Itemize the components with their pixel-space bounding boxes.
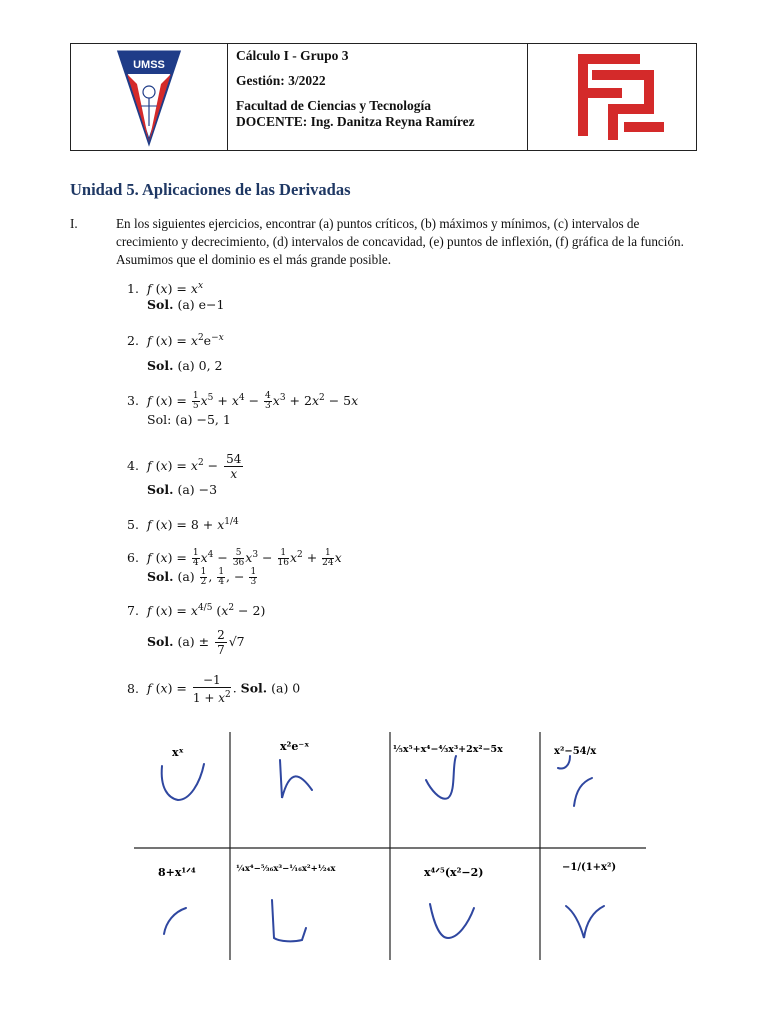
exercise-8: 8. f (x) = $\frac{-1}{1 + x^2}$ . Sol. (a) 0 — [127, 673, 301, 705]
sketch-curve-6 — [272, 900, 306, 941]
exercise-number: 8. — [127, 680, 139, 696]
exercise-3: 3. f (x) = $\frac{1}{5}$ $x^5 + x^4$ − $\frac{4}{3}$ $x^3 + 2x^2 - 5x$ — [127, 391, 359, 412]
solution-7: Sol. (a) ± $\frac{2}{7}$ √7 — [147, 628, 245, 657]
exercise-number: 1. — [127, 281, 139, 297]
exercise-4: 4. f $(x) = x^2$ − $\frac{54}{x}$ — [127, 452, 242, 481]
sketch-curve-1 — [162, 764, 204, 800]
exercise-number: 2. — [127, 333, 139, 349]
sketch-curve-7 — [430, 904, 474, 938]
sol-value: (a) −5, 1 — [175, 412, 231, 427]
sketch-label-4: x²−54/x — [554, 746, 597, 757]
umss-logo-cell — [71, 44, 228, 150]
instructions-text: En los siguientes ejercicios, encontrar (a) puntos críticos, (b) máximos y mínimos, (c) intervalos de crecimiento y decrecimiento, (d) intervalos de concavidad, (e) puntos de inflexión, (f) gráfica de la función. Asumimos que el dominio es el más grande posible. — [116, 216, 684, 267]
sol-label: Sol. — [147, 297, 174, 312]
section-number: I. — [70, 216, 78, 231]
sketch-grid — [130, 728, 650, 964]
sol-label: Sol. — [147, 358, 174, 373]
fcyt-logo-cell — [528, 44, 696, 150]
sketch-label-8: −1/(1+x²) — [562, 862, 617, 873]
exercise-2: 2. f $(x) = x^2e^{-x}$ — [127, 333, 224, 349]
sketch-curve-5 — [164, 908, 186, 934]
sketch-label-5: 8+x¹ᐟ⁴ — [158, 866, 196, 879]
sketch-label-2: x²e⁻ˣ — [280, 740, 310, 753]
docente: DOCENTE: Ing. Danitza Reyna Ramírez — [236, 114, 475, 129]
sketch-curve-2 — [280, 760, 312, 798]
sol-label: Sol: — [147, 412, 172, 427]
exercise-number: 3. — [127, 393, 139, 409]
sol-value: (a) e−1 — [177, 297, 225, 312]
solution-2 — [147, 358, 223, 373]
logo-text: UMSS — [133, 59, 165, 71]
sol-label: Sol. — [147, 634, 174, 649]
solution-1 — [147, 297, 224, 312]
exercise-7: 7. f $(x) = x^{4/5}$ $(x^2 - 2)$ — [127, 603, 266, 619]
exercise-number: 7. — [127, 603, 139, 619]
exercise-number: 4. — [127, 458, 139, 473]
sketch-curve-3 — [426, 756, 456, 799]
sol-label: Sol. — [240, 680, 268, 696]
sketch-curve-4a — [558, 756, 570, 769]
header-table — [70, 43, 697, 151]
course-name: Cálculo I - Grupo 3 — [236, 48, 349, 63]
sol-label: Sol. — [147, 482, 174, 497]
faculty: Facultad de Ciencias y Tecnología — [236, 98, 432, 113]
solution-4 — [147, 482, 217, 497]
course-info-cell — [228, 44, 528, 150]
exercise-1: 1. f $(x) = x^x$ — [127, 281, 204, 297]
exercise-5: 5. f $(x) = 8 + x^{1/4}$ — [127, 517, 239, 533]
sol-value: (a) −3 — [177, 482, 218, 497]
solution-3 — [147, 412, 231, 427]
sketch-curve-4b — [574, 778, 592, 806]
sketch-label-6: ¼x⁴−⁵⁄₃₆x³−¹⁄₁₆x²+¹⁄₂₄x — [236, 864, 336, 874]
sol-value: (a) 0 — [271, 680, 301, 696]
umss-logo — [71, 44, 227, 150]
exercise-number: 5. — [127, 517, 139, 533]
fcyt-logo — [528, 44, 696, 150]
gestion: Gestión: 3/2022 — [236, 73, 326, 88]
sol-value: (a) 0, 2 — [177, 358, 223, 373]
sketch-label-7: x⁴ᐟ⁵(x²−2) — [424, 866, 484, 879]
sol-label: Sol. — [147, 569, 174, 584]
sketch-label-3: ⅕x⁵+x⁴−⁴⁄₃x³+2x²−5x — [393, 744, 503, 755]
exercise-number: 6. — [127, 550, 139, 566]
exercise-6: 6. f (x) = $\frac{1}{4}$ $x^4$ − $\frac{5}{36}$ $x^3$ − $\frac{1}{16}$ $x^2$ + $\frac{1}{24}$ x — [127, 548, 342, 569]
sketch-curve-8 — [566, 906, 604, 938]
unit-title: Unidad 5. Aplicaciones de las Derivadas — [70, 180, 351, 199]
sketch-label-1: xˣ — [172, 746, 184, 759]
solution-6: Sol. (a) $\frac{1}{2}$ , $\frac{1}{4}$ , − $\frac{1}{3}$ — [147, 567, 257, 587]
